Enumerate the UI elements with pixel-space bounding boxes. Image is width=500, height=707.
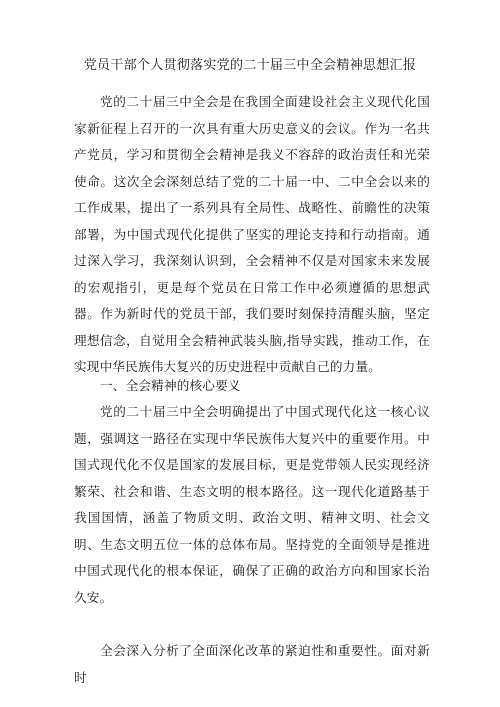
- section-paragraph-1: 党的二十届三中全会明确提出了中国式现代化这一核心议题，强调这一路径在实现中华民族伟大复兴中的重要作用。中国式现代化不仅是国家的发展目标，更是党带领人民实现经济繁荣、社会和谐、生态文明的根本路径。这一现代化道路基于我国国情，涵盖了物质文明、政治文明、精神文明、社会文明、生态文明五位一体的总体布局。坚持党的全面领导是推进中国式现代化的根本保证，确保了正确的政治方向和国家长治久安。: [74, 404, 430, 605]
- section-paragraph-2: 全会深入分析了全面深化改革的紧迫性和重要性。面对新时: [74, 643, 430, 685]
- intro-paragraph: 党的二十届三中全会是在我国全面建设社会主义现代化国家新征程上召开的一次具有重大历史意义的会议。作为一名共产党员，学习和贯彻全会精神是我义不容辞的政治责任和光荣使命。这次全会深刻总结了党的二十届一中、二中全会以来的工作成果，提出了一系列具有全局性、战略性、前瞻性的决策部署，为中国式现代化提供了坚实的理论支持和行动指南。通过深入学习，我深刻认识到，全会精神不仅是对国家未来发展的宏观指引，更是每个党员在日常工作中必须遵循的思想武器。作为新时代的党员干部，我们要时刻保持清醒头脑，坚定理想信念，自觉用全会精神武装头脑,指导实践，推动工作，在实现中华民族伟大复兴的历史进程中贡献自己的力量。: [74, 94, 430, 374]
- section-heading: 一、全会精神的核心要义: [100, 378, 241, 393]
- document-title: 党员干部个人贯彻落实党的二十届三中全会精神思想汇报: [83, 58, 417, 73]
